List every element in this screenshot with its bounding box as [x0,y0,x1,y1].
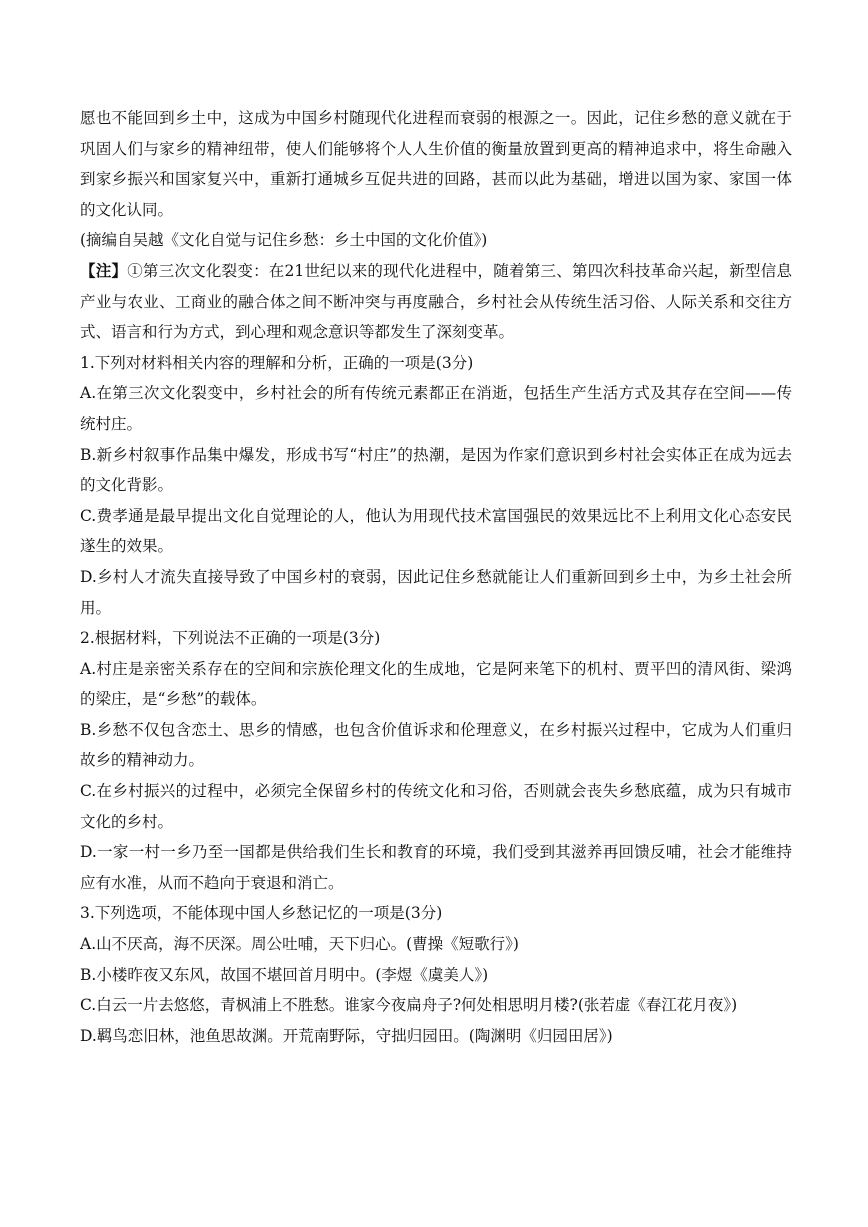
question-1 [80,348,792,623]
question-3 [80,898,792,1051]
passage-source: (摘编自吴越《文化自觉与记住乡愁：乡土中国的文化价值》) [80,231,488,250]
option-d: D.一家一村一乡乃至一国都是供给我们生长和教育的环境，我们受到其滋养再回馈反哺，社会才能维持应有水准，从而不趋向于衰退和消亡。 [80,843,792,892]
passage-paragraph: 愿也不能回到乡土中，这成为中国乡村随现代化进程而衰弱的根源之一。因此，记住乡愁的意义就在于巩固人们与家乡的精神纽带，使人们能够将个人人生价值的衡量放置到更高的精神追求中，将生命融入到家乡振兴和国家复兴中，重新打通城乡互促共进的回路，甚而以此为基础，增进以国为家、家国一体的文化认同。 [80,109,792,219]
note-label: 【注】 [80,260,128,280]
option-c: C.费孝通是最早提出文化自觉理论的人，他认为用现代技术富国强民的效果远比不上利用文化心态安民遂生的效果。 [80,506,792,556]
option-a: A.在第三次文化裂变中，乡村社会的所有传统元素都正在消逝，包括生产生活方式及其存在空间——传统村庄。 [80,384,792,433]
passage-note [80,256,792,348]
document-page [80,103,792,1051]
question-stem: 2.根据材料，下列说法不正确的一项是(3分) [80,629,381,648]
option-b: B.新乡村叙事作品集中爆发，形成书写“村庄”的热潮，是因为作家们意识到乡村社会实体正在成为远去的文化背影。 [80,445,792,495]
option-a: A.山不厌高，海不厌深。周公吐哺，天下归心。(曹操《短歌行》) [80,935,519,954]
option-c: C.在乡村振兴的过程中，必须完全保留乡村的传统文化和习俗，否则就会丧失乡愁底蕴，成为只有城市文化的乡村。 [80,782,792,831]
question-stem: 1.下列对材料相关内容的理解和分析，正确的一项是(3分) [80,353,474,372]
option-a: A.村庄是亲密关系存在的空间和宗族伦理文化的生成地，它是阿来笔下的机村、贾平凹的清风街、梁鸿的梁庄，是“乡愁”的载体。 [80,659,792,709]
option-b: B.乡愁不仅包含恋土、思乡的情感，也包含价值诉求和伦理意义，在乡村振兴过程中，它成为人们重归故乡的精神动力。 [80,720,792,770]
option-b: B.小楼昨夜又东风，故国不堪回首月明中。(李煜《虞美人》) [80,965,489,984]
question-stem: 3.下列选项，不能体现中国人乡愁记忆的一项是(3分) [80,904,443,923]
option-c: C.白云一片去悠悠，青枫浦上不胜愁。谁家今夜扁舟子?何处相思明月楼?(张若虚《春江花月夜》) [80,996,738,1015]
note-text: ①第三次文化裂变：在21世纪以来的现代化进程中，随着第三、第四次科技革命兴起，新型信息产业与农业、工商业的融合体之间不断冲突与再度融合，乡村社会从传统生活习俗、人际关系和交往方式、语言和行为方式，到心理和观念意识等都发生了深刻变革。 [80,261,792,342]
question-2 [80,623,792,898]
option-d: D.乡村人才流失直接导致了中国乡村的衰弱，因此记住乡愁就能让人们重新回到乡土中，为乡土社会所用。 [80,567,792,617]
option-d: D.羁鸟恋旧林，池鱼思故渊。开荒南野际，守拙归园田。(陶渊明《归园田居》) [80,1026,613,1045]
